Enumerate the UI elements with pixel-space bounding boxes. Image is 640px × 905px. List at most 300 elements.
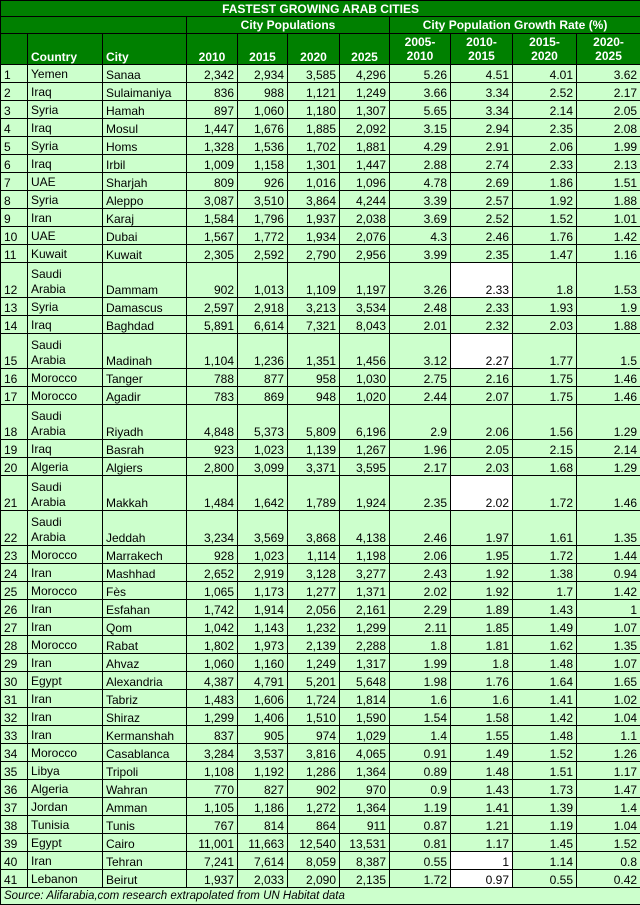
population-2015-cell: 877 [238,369,288,387]
growth-2020-2025-cell: 1.1 [577,726,640,744]
city-cell: Basrah [103,440,187,458]
population-2015-cell: 1,772 [238,227,288,245]
growth-2015-2020-cell: 1.56 [513,405,577,440]
column-header-2015: 2015 [238,34,288,65]
country-cell: Saudi Arabia [28,334,103,369]
growth-2015-2020-cell: 1.61 [513,511,577,546]
population-2025-cell: 1,307 [340,101,390,119]
rank-cell: 18 [1,405,28,440]
growth-2015-2020-cell: 1.43 [513,600,577,618]
growth-2005-2010-cell: 0.91 [390,744,451,762]
growth-2005-2010-cell: 5.65 [390,101,451,119]
population-2015-cell: 3,569 [238,511,288,546]
population-2015-cell: 3,099 [238,458,288,476]
population-2020-cell: 1,510 [288,708,340,726]
population-2015-cell: 814 [238,816,288,834]
growth-2015-2020-cell: 1.42 [513,708,577,726]
city-cell: Homs [103,137,187,155]
population-2015-cell: 1,914 [238,600,288,618]
table-row [1,155,640,173]
city-cell: Amman [103,798,187,816]
rank-cell: 35 [1,762,28,780]
city-cell: Jeddah [103,511,187,546]
growth-2015-2020-cell: 1.76 [513,227,577,245]
rank-cell: 20 [1,458,28,476]
table-row [1,387,640,405]
population-2020-cell: 1,249 [288,654,340,672]
growth-2010-2015-cell: 2.57 [451,191,513,209]
column-header-2025: 2025 [340,34,390,65]
population-2025-cell: 2,038 [340,209,390,227]
country-cell: Libya [28,762,103,780]
population-2025-cell: 4,138 [340,511,390,546]
growth-2005-2010-cell: 3.66 [390,83,451,101]
growth-2015-2020-cell: 1.41 [513,690,577,708]
population-2025-cell: 8,387 [340,852,390,870]
growth-2020-2025-cell: 0.42 [577,870,640,888]
growth-2005-2010-cell: 0.87 [390,816,451,834]
population-2025-cell: 4,296 [340,65,390,83]
growth-2005-2010-cell: 5.26 [390,65,451,83]
population-2020-cell: 5,809 [288,405,340,440]
population-2010-cell: 2,342 [187,65,238,83]
population-2020-cell: 7,321 [288,316,340,334]
population-2020-cell: 1,789 [288,476,340,511]
population-2010-cell: 1,447 [187,119,238,137]
population-2025-cell: 1,590 [340,708,390,726]
population-2015-cell: 1,642 [238,476,288,511]
table-row [1,816,640,834]
population-2020-cell: 902 [288,780,340,798]
population-2010-cell: 902 [187,263,238,298]
country-cell: Morocco [28,744,103,762]
population-2025-cell: 1,364 [340,762,390,780]
growth-2010-2015-cell: 1.43 [451,780,513,798]
country-cell: Syria [28,101,103,119]
growth-2005-2010-cell: 0.9 [390,780,451,798]
city-cell: Aleppo [103,191,187,209]
city-cell: Makkah [103,476,187,511]
population-2020-cell: 948 [288,387,340,405]
population-2020-cell: 1,301 [288,155,340,173]
growth-2010-2015-cell: 2.33 [451,298,513,316]
city-cell: Dammam [103,263,187,298]
population-2010-cell: 1,328 [187,137,238,155]
table-row [1,458,640,476]
growth-2015-2020-cell: 1.48 [513,654,577,672]
growth-2010-2015-cell: 1 [451,852,513,870]
population-2025-cell: 1,447 [340,155,390,173]
population-2020-cell: 1,180 [288,101,340,119]
column-header-growth-2020-2025: 2020-2025 [577,34,640,65]
growth-2010-2015-cell: 2.35 [451,245,513,263]
table-row [1,298,640,316]
growth-2010-2015-cell: 1.81 [451,636,513,654]
growth-2015-2020-cell: 1.45 [513,834,577,852]
population-2015-cell: 2,033 [238,870,288,888]
growth-2015-2020-cell: 2.35 [513,119,577,137]
population-2010-cell: 1,009 [187,155,238,173]
growth-2005-2010-cell: 2.48 [390,298,451,316]
population-2010-cell: 767 [187,816,238,834]
population-2010-cell: 1,802 [187,636,238,654]
rank-cell: 26 [1,600,28,618]
city-cell: Riyadh [103,405,187,440]
population-2025-cell: 911 [340,816,390,834]
population-2010-cell: 928 [187,546,238,564]
growth-2020-2025-cell: 1 [577,600,640,618]
growth-2005-2010-cell: 2.44 [390,387,451,405]
population-2010-cell: 1,104 [187,334,238,369]
population-2010-cell: 1,299 [187,708,238,726]
table-row [1,690,640,708]
population-2020-cell: 3,864 [288,191,340,209]
growth-2015-2020-cell: 1.38 [513,564,577,582]
growth-2010-2015-cell: 2.94 [451,119,513,137]
city-cell: Irbil [103,155,187,173]
table-row [1,564,640,582]
population-2025-cell: 1,020 [340,387,390,405]
growth-2020-2025-cell: 1.04 [577,708,640,726]
growth-2015-2020-cell: 2.14 [513,101,577,119]
population-2025-cell: 3,277 [340,564,390,582]
growth-2020-2025-cell: 1.5 [577,334,640,369]
growth-2015-2020-cell: 1.75 [513,369,577,387]
population-2020-cell: 1,937 [288,209,340,227]
table-row [1,173,640,191]
country-cell: Iran [28,564,103,582]
country-cell: Saudi Arabia [28,511,103,546]
city-cell: Tanger [103,369,187,387]
population-2015-cell: 1,173 [238,582,288,600]
table-row [1,119,640,137]
rank-cell: 37 [1,798,28,816]
growth-2015-2020-cell: 2.06 [513,137,577,155]
city-cell: Algiers [103,458,187,476]
rank-cell: 38 [1,816,28,834]
population-2025-cell: 1,096 [340,173,390,191]
country-cell: Lebanon [28,870,103,888]
growth-2020-2025-cell: 1.88 [577,316,640,334]
growth-2010-2015-cell: 1.58 [451,708,513,726]
country-cell: Iraq [28,119,103,137]
population-2010-cell: 1,108 [187,762,238,780]
table-row [1,245,640,263]
rank-cell: 28 [1,636,28,654]
column-header-2020: 2020 [288,34,340,65]
growth-2005-2010-cell: 0.81 [390,834,451,852]
growth-2010-2015-cell: 2.16 [451,369,513,387]
population-2010-cell: 1,483 [187,690,238,708]
rank-cell: 19 [1,440,28,458]
rank-cell: 3 [1,101,28,119]
growth-2020-2025-cell: 1.46 [577,476,640,511]
city-cell: Tunis [103,816,187,834]
column-header-country: Country [28,34,103,65]
growth-2020-2025-cell: 1.35 [577,511,640,546]
growth-2010-2015-cell: 1.6 [451,690,513,708]
growth-2015-2020-cell: 4.01 [513,65,577,83]
population-2020-cell: 1,702 [288,137,340,155]
growth-2020-2025-cell: 1.9 [577,298,640,316]
table-row [1,780,640,798]
population-2015-cell: 905 [238,726,288,744]
city-cell: Baghdad [103,316,187,334]
population-2025-cell: 1,881 [340,137,390,155]
growth-2005-2010-cell: 2.02 [390,582,451,600]
growth-2005-2010-cell: 2.43 [390,564,451,582]
country-cell: Saudi Arabia [28,263,103,298]
population-2015-cell: 5,373 [238,405,288,440]
growth-2005-2010-cell: 1.8 [390,636,451,654]
growth-2005-2010-cell: 4.3 [390,227,451,245]
growth-2010-2015-cell: 2.02 [451,476,513,511]
growth-2015-2020-cell: 1.14 [513,852,577,870]
growth-2010-2015-cell: 1.92 [451,582,513,600]
population-2020-cell: 1,121 [288,83,340,101]
table-row [1,334,640,369]
growth-2020-2025-cell: 1.02 [577,690,640,708]
growth-2010-2015-cell: 1.21 [451,816,513,834]
group-header-growth: City Population Growth Rate (%) [390,17,640,34]
growth-2010-2015-cell: 1.85 [451,618,513,636]
population-2025-cell: 3,595 [340,458,390,476]
population-2015-cell: 1,192 [238,762,288,780]
growth-2010-2015-cell: 1.97 [451,511,513,546]
country-cell: Saudi Arabia [28,476,103,511]
growth-2015-2020-cell: 0.55 [513,870,577,888]
table-row [1,744,640,762]
country-cell: Yemen [28,65,103,83]
rank-cell: 30 [1,672,28,690]
population-2020-cell: 1,232 [288,618,340,636]
population-2015-cell: 1,143 [238,618,288,636]
country-cell: Iraq [28,155,103,173]
population-2025-cell: 1,364 [340,798,390,816]
country-cell: Iran [28,618,103,636]
growth-2015-2020-cell: 1.7 [513,582,577,600]
population-2015-cell: 1,536 [238,137,288,155]
growth-2005-2010-cell: 3.69 [390,209,451,227]
population-2020-cell: 2,139 [288,636,340,654]
country-cell: Syria [28,191,103,209]
city-cell: Cairo [103,834,187,852]
table-row [1,65,640,83]
growth-2015-2020-cell: 1.8 [513,263,577,298]
population-2025-cell: 1,029 [340,726,390,744]
population-2015-cell: 3,510 [238,191,288,209]
population-2015-cell: 2,919 [238,564,288,582]
population-2020-cell: 1,724 [288,690,340,708]
rank-cell: 14 [1,316,28,334]
column-header-2010: 2010 [187,34,238,65]
table-row [1,137,640,155]
population-2010-cell: 897 [187,101,238,119]
growth-2005-2010-cell: 1.19 [390,798,451,816]
population-2020-cell: 3,128 [288,564,340,582]
growth-2020-2025-cell: 1.65 [577,672,640,690]
city-cell: Tripoli [103,762,187,780]
rank-cell: 33 [1,726,28,744]
rank-cell: 39 [1,834,28,852]
growth-2005-2010-cell: 3.26 [390,263,451,298]
growth-2020-2025-cell: 2.13 [577,155,640,173]
population-2025-cell: 2,076 [340,227,390,245]
growth-2020-2025-cell: 1.44 [577,546,640,564]
country-cell: Egypt [28,672,103,690]
growth-2005-2010-cell: 2.9 [390,405,451,440]
population-2015-cell: 1,796 [238,209,288,227]
growth-2010-2015-cell: 2.46 [451,227,513,245]
growth-2010-2015-cell: 2.52 [451,209,513,227]
growth-2005-2010-cell: 2.46 [390,511,451,546]
rank-cell: 4 [1,119,28,137]
population-2020-cell: 12,540 [288,834,340,852]
table-row [1,101,640,119]
growth-2005-2010-cell: 0.89 [390,762,451,780]
growth-2020-2025-cell: 2.05 [577,101,640,119]
rank-cell: 21 [1,476,28,511]
population-2025-cell: 1,814 [340,690,390,708]
table-row [1,546,640,564]
population-2015-cell: 2,918 [238,298,288,316]
population-2015-cell: 11,663 [238,834,288,852]
population-2020-cell: 1,114 [288,546,340,564]
growth-2005-2010-cell: 2.88 [390,155,451,173]
population-2015-cell: 7,614 [238,852,288,870]
population-2010-cell: 1,060 [187,654,238,672]
column-header-rank [1,34,28,65]
city-cell: Sanaa [103,65,187,83]
rank-cell: 22 [1,511,28,546]
population-2020-cell: 1,109 [288,263,340,298]
rank-cell: 5 [1,137,28,155]
rank-cell: 25 [1,582,28,600]
country-cell: Iran [28,654,103,672]
growth-2010-2015-cell: 1.41 [451,798,513,816]
population-2010-cell: 1,742 [187,600,238,618]
population-2010-cell: 3,284 [187,744,238,762]
population-2010-cell: 3,234 [187,511,238,546]
column-header-growth-2015-2020: 2015-2020 [513,34,577,65]
growth-2020-2025-cell: 1.07 [577,618,640,636]
population-2020-cell: 5,201 [288,672,340,690]
growth-2015-2020-cell: 1.93 [513,298,577,316]
rank-cell: 23 [1,546,28,564]
city-cell: Kermanshah [103,726,187,744]
table-row [1,852,640,870]
rank-cell: 40 [1,852,28,870]
country-cell: Iran [28,852,103,870]
rank-cell: 24 [1,564,28,582]
rank-cell: 2 [1,83,28,101]
growth-2020-2025-cell: 1.46 [577,369,640,387]
population-2015-cell: 1,186 [238,798,288,816]
growth-2020-2025-cell: 1.42 [577,227,640,245]
growth-2020-2025-cell: 1.26 [577,744,640,762]
table-row [1,511,640,546]
growth-2020-2025-cell: 2.17 [577,83,640,101]
population-2015-cell: 1,158 [238,155,288,173]
country-cell: Tunisia [28,816,103,834]
table-title: FASTEST GROWING ARAB CITIES [1,1,640,17]
table-row [1,316,640,334]
rank-cell: 17 [1,387,28,405]
growth-2005-2010-cell: 3.12 [390,334,451,369]
growth-2015-2020-cell: 1.52 [513,209,577,227]
population-2025-cell: 8,043 [340,316,390,334]
population-2020-cell: 1,016 [288,173,340,191]
growth-2005-2010-cell: 1.4 [390,726,451,744]
growth-2015-2020-cell: 1.48 [513,726,577,744]
growth-2020-2025-cell: 1.4 [577,798,640,816]
country-cell: Iran [28,690,103,708]
population-2010-cell: 1,042 [187,618,238,636]
population-2015-cell: 1,023 [238,440,288,458]
growth-2015-2020-cell: 1.73 [513,780,577,798]
population-2015-cell: 1,606 [238,690,288,708]
city-cell: Beirut [103,870,187,888]
country-cell: Iran [28,600,103,618]
city-cell: Fès [103,582,187,600]
table-row [1,798,640,816]
growth-2020-2025-cell: 1.01 [577,209,640,227]
population-2015-cell: 1,023 [238,546,288,564]
population-2015-cell: 1,013 [238,263,288,298]
table-row [1,708,640,726]
population-2025-cell: 970 [340,780,390,798]
growth-2020-2025-cell: 1.29 [577,458,640,476]
growth-2010-2015-cell: 1.89 [451,600,513,618]
table-row [1,582,640,600]
city-cell: Madinah [103,334,187,369]
population-2010-cell: 788 [187,369,238,387]
growth-2015-2020-cell: 1.75 [513,387,577,405]
growth-2010-2015-cell: 2.32 [451,316,513,334]
growth-2005-2010-cell: 2.06 [390,546,451,564]
country-cell: Morocco [28,387,103,405]
population-2025-cell: 2,288 [340,636,390,654]
growth-2005-2010-cell: 4.78 [390,173,451,191]
growth-2020-2025-cell: 3.62 [577,65,640,83]
population-2020-cell: 3,868 [288,511,340,546]
growth-2015-2020-cell: 1.62 [513,636,577,654]
population-2020-cell: 2,090 [288,870,340,888]
growth-2015-2020-cell: 1.86 [513,173,577,191]
population-2025-cell: 1,924 [340,476,390,511]
growth-2010-2015-cell: 4.51 [451,65,513,83]
population-2025-cell: 1,267 [340,440,390,458]
population-2015-cell: 827 [238,780,288,798]
rank-cell: 11 [1,245,28,263]
growth-2020-2025-cell: 1.17 [577,762,640,780]
growth-2010-2015-cell: 2.74 [451,155,513,173]
table-row [1,227,640,245]
country-cell: Kuwait [28,245,103,263]
growth-2020-2025-cell: 1.46 [577,387,640,405]
growth-2020-2025-cell: 1.07 [577,654,640,672]
population-2020-cell: 2,790 [288,245,340,263]
growth-2010-2015-cell: 2.91 [451,137,513,155]
group-header-populations: City Populations [187,17,390,34]
population-2010-cell: 809 [187,173,238,191]
growth-2020-2025-cell: 1.42 [577,582,640,600]
growth-2015-2020-cell: 1.19 [513,816,577,834]
growth-2010-2015-cell: 1.95 [451,546,513,564]
growth-2005-2010-cell: 2.35 [390,476,451,511]
growth-2010-2015-cell: 1.17 [451,834,513,852]
population-2025-cell: 1,197 [340,263,390,298]
